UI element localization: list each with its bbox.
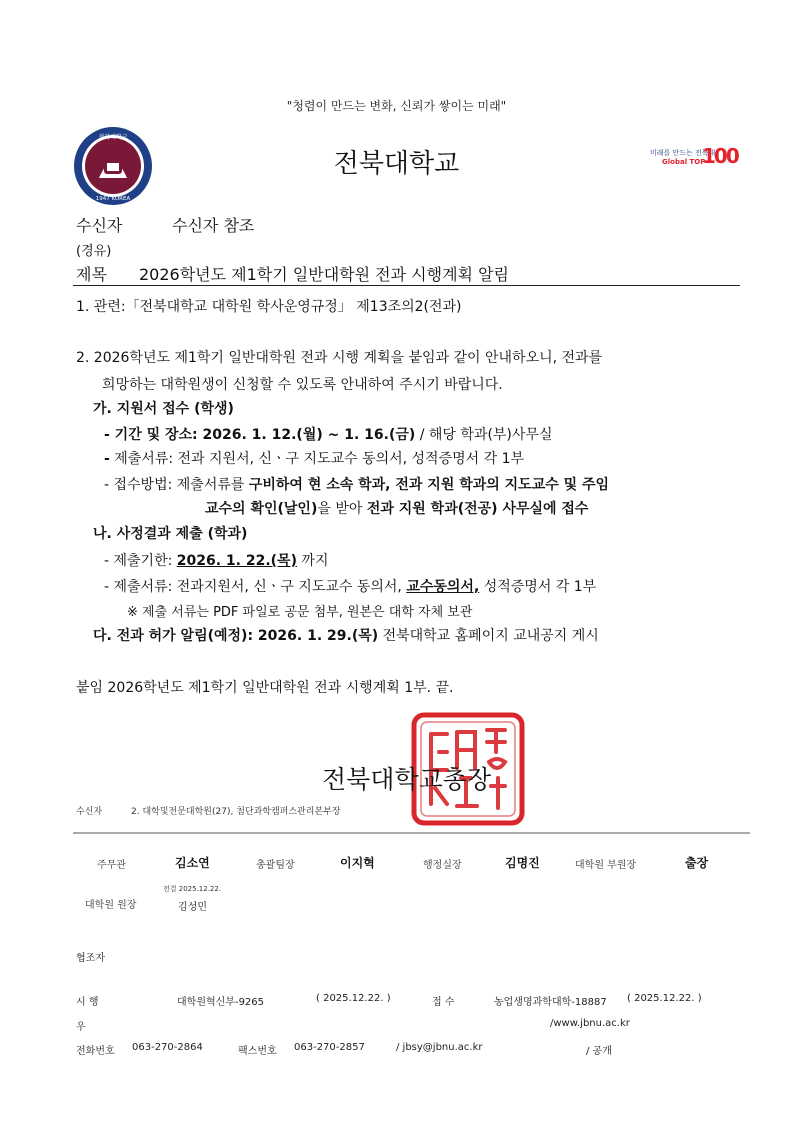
distribution-label: 수신자 — [76, 807, 103, 817]
approval-name-1: 김소연 — [175, 856, 210, 870]
approval-role-1: 주무관 — [97, 860, 126, 871]
receive-number: 농업생명과학대학-18887 — [494, 997, 607, 1008]
subject-divider — [73, 285, 740, 286]
approval-name-4: 출장 — [685, 856, 709, 870]
tel-number: 063-270-2864 — [132, 1042, 203, 1053]
related-regulation: 1. 관련:「전북대학교 대학원 학사운영규정」 제13조의2(전과) — [76, 299, 462, 315]
na-deadline: - 제출기한: 2026. 1. 22.(목) 까지 — [104, 553, 329, 569]
ga-documents: - 제출서류: 전과 지원서, 신ㆍ구 지도교수 동의서, 성적증명서 각 1부 — [104, 451, 525, 467]
exec-number: 대학원혁신부-9265 — [177, 997, 265, 1008]
via-label: (경유) — [76, 244, 112, 259]
section-na-title: 나. 사정결과 제출 (학과) — [93, 526, 248, 542]
ga-method-line2: 교수의 확인(날인)을 받아 전과 지원 학과(전공) 사무실에 접수 — [205, 501, 589, 517]
exec-date: ( 2025.12.22. ) — [316, 993, 391, 1004]
email-link[interactable]: / jbsy@jbnu.ac.kr — [396, 1042, 483, 1053]
final-approval-role: 대학원 원장 — [85, 900, 137, 911]
approval-role-4: 대학원 부원장 — [575, 860, 637, 871]
approval-name-2: 이지혁 — [340, 856, 375, 870]
receive-label: 접 수 — [432, 997, 455, 1008]
address-label: 우 — [76, 1022, 86, 1033]
attachment-line: 붙임 2026학년도 제1학기 일반대학원 전과 시행계획 1부. 끝. — [76, 680, 454, 696]
approval-name-3: 김명진 — [505, 856, 540, 870]
exec-label: 시 행 — [76, 997, 99, 1008]
slogan: "청렴이 만드는 변화, 신뢰가 쌓이는 미래" — [286, 99, 507, 113]
global-top-100-logo: 미래를 만드는 전북대 Global TOP 100 — [650, 144, 738, 168]
section-ga-title: 가. 지원서 접수 (학생) — [93, 401, 234, 417]
section-da: 다. 전과 허가 알림(예정): 2026. 1. 29.(목) 전북대학교 홈페이지 교내공지 게시 — [93, 628, 599, 644]
subject-label: 제목 — [76, 265, 107, 284]
svg-text:전북대학교: 전북대학교 — [98, 134, 128, 141]
distribution-value: 2. 대학및전문대학원(27), 첨단과학캠퍼스관리본부장 — [131, 807, 341, 817]
approval-divider — [73, 832, 750, 834]
signature-title: 전북대학교총장 — [322, 765, 492, 794]
disclosure-status: / 공개 — [586, 1046, 612, 1057]
receive-date: ( 2025.12.22. ) — [627, 993, 702, 1004]
fax-label: 팩스번호 — [238, 1046, 277, 1057]
approval-role-3: 행정실장 — [423, 860, 462, 871]
recipient-value: 수신자 참조 — [172, 216, 255, 235]
cooperator-label: 협조자 — [76, 953, 105, 964]
subject-value: 2026학년도 제1학기 일반대학원 전과 시행계획 알림 — [139, 265, 509, 284]
na-note: ※ 제출 서류는 PDF 파일로 공문 첨부, 원본은 대학 자체 보관 — [127, 605, 473, 620]
tel-label: 전화번호 — [76, 1046, 115, 1057]
ga-period: - 기간 및 장소: 2026. 1. 12.(월) ~ 1. 16.(금) / 해당 학과(부)사무실 — [104, 427, 553, 443]
website-link[interactable]: /www.jbnu.ac.kr — [550, 1018, 630, 1029]
na-documents: - 제출서류: 전과지원서, 신ㆍ구 지도교수 동의서, 교수동의서, 성적증명서 각 1부 — [104, 579, 597, 595]
recipient-label: 수신자 — [76, 216, 123, 235]
ga-method-line1: - 접수방법: 제출서류를 구비하여 현 소속 학과, 전과 지원 학과의 지도교수 및 주임 — [104, 477, 610, 493]
svg-text:1947 KOREA: 1947 KOREA — [95, 196, 131, 202]
final-approval-name: 김성민 — [178, 902, 207, 913]
fax-number: 063-270-2857 — [294, 1042, 365, 1053]
item2-line2: 희망하는 대학원생이 신청할 수 있도록 안내하여 주시기 바랍니다. — [102, 377, 503, 393]
final-approval-note: 전결 2025.12.22. — [163, 885, 222, 893]
approval-role-2: 총괄팀장 — [256, 860, 295, 871]
organization-title: 전북대학교 — [333, 149, 460, 179]
item2-line1: 2. 2026학년도 제1학기 일반대학원 전과 시행 계획을 붙임과 같이 안내하오니, 전과를 — [76, 350, 603, 366]
